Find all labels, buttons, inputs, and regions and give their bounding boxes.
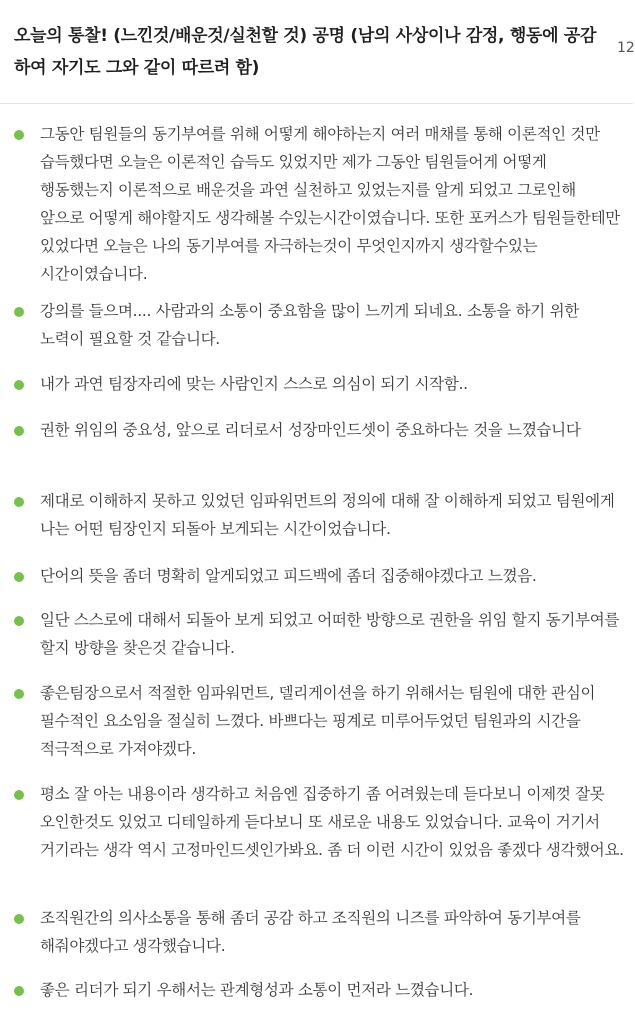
bullet-icon: [14, 790, 24, 800]
comment-text: 평소 잘 아는 내용이라 생각하고 처음엔 집중하기 좀 어려웠는데 듣다보니 이제껏 잘못 오인한것도 있었고 디테일하게 듣다보니 또 새로운 내용도 있었습니다. 교육이 거기서 거기라는 생각 역시 고정마인드셋인가봐요. 좀 더 이런 시간이 있었음 좋겠다 생각했어요.: [40, 785, 624, 859]
bullet-icon: [14, 689, 24, 699]
comment-text: 좋은 리더가 되기 우해서는 관계형성과 소통이 먼저라 느꼈습니다.: [40, 981, 474, 999]
comment-count: 12: [617, 40, 635, 56]
comment-text: 좋은팀장으로서 적절한 임파워먼트, 델리게이션을 하기 위해서는 팀원에 대한 관심이 필수적인 요소임을 절실히 느꼈다. 바쁘다는 핑계로 미루어두었던 팀원과의 시간을 적극적으로 가져야겠다.: [40, 684, 596, 758]
bullet-icon: [14, 130, 24, 140]
bullet-icon: [14, 616, 24, 626]
bullet-icon: [14, 380, 24, 390]
comment-text: 제대로 이해하지 못하고 있었던 임파워먼트의 정의에 대해 잘 이해하게 되었고 팀원에게 나는 어떤 팀장인지 되돌아 보게되는 시간이었습니다.: [40, 492, 615, 538]
bullet-icon: [14, 497, 24, 507]
bullet-icon: [14, 307, 24, 317]
page-title: 오늘의 통찰! (느낀것/배운것/실천할 것) 공명 (남의 사상이나 감정, 행동에 공감하여 자기도 그와 같이 따르려 함): [14, 26, 597, 78]
comment-text: 그동안 팀원들의 동기부여를 위해 어떻게 해야하는지 여러 매채를 통해 이론적인 것만 습득했다면 오늘은 이론적인 습득도 있었지만 제가 그동안 팀원들어게 어떻게 행동했는지 이론적으로 배운것을 과연 실천하고 있었는지를 알게 되었고 그로인해 앞으로 어떻게 해야할지도 생각해볼 수있는시간이였습니다. 또한 포커스가 팀원들한테만 있었다면 오늘은 나의 동기부여를 자극하는것이 무엇인지까지 생각할수있는 시간이였습니다.: [40, 125, 620, 283]
bullet-icon: [14, 426, 24, 436]
comment-text: 조직원간의 의사소통을 통해 좀더 공감 하고 조직원의 니즈를 파악하여 동기부여를 해줘야겠다고 생각했습니다.: [40, 909, 581, 955]
bullet-icon: [14, 572, 24, 582]
comment-text: 내가 과연 팀장자리에 맞는 사람인지 스스로 의심이 되기 시작함..: [40, 375, 468, 393]
comment-text: 단어의 뜻을 좀더 명확히 알게되었고 피드백에 좀더 집중해야겠다고 느꼈음.: [40, 567, 537, 585]
header: [0, 0, 633, 104]
comment-text: 일단 스스로에 대해서 되돌아 보게 되었고 어떠한 방향으로 권한을 위임 할지 동기부여를 할지 방향을 찾은것 같습니다.: [40, 611, 620, 657]
bullet-icon: [14, 986, 24, 996]
comment-text: 강의를 들으며.... 사람과의 소통이 중요함을 많이 느끼게 되네요. 소통을 하기 위한 노력이 필요할 것 같습니다.: [40, 302, 579, 348]
comment-text: 권한 위임의 중요성, 앞으로 리더로서 성장마인드셋이 중요하다는 것을 느꼈습니다: [40, 421, 581, 439]
bullet-icon: [14, 914, 24, 924]
